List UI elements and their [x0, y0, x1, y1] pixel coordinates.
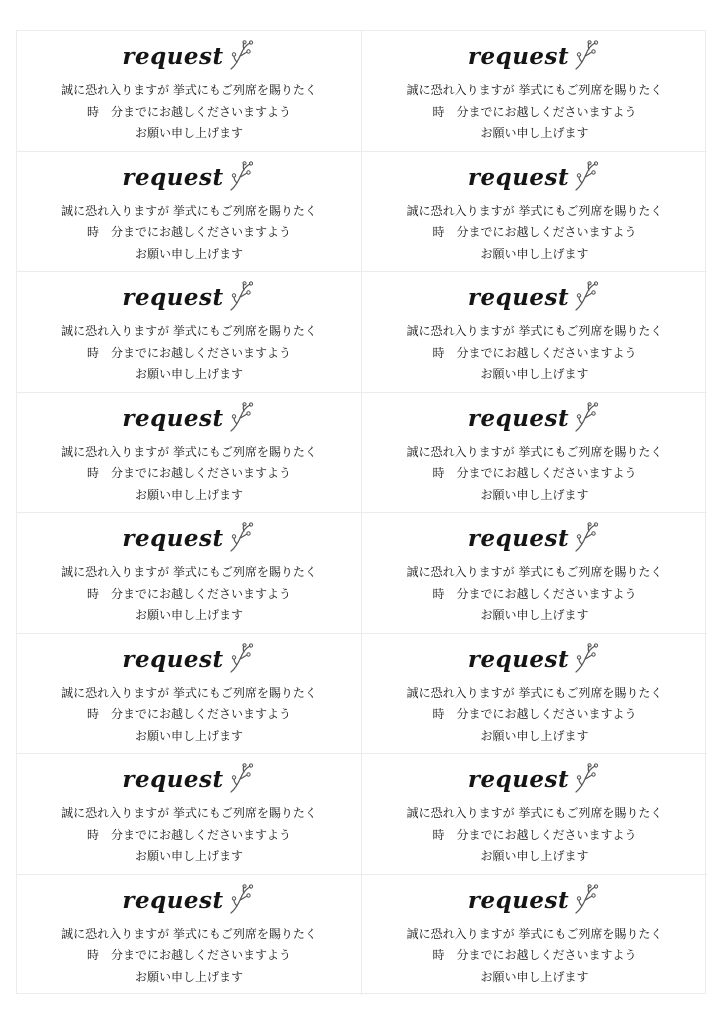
- message-line-3: お願い申し上げます: [134, 487, 243, 502]
- request-card: [17, 31, 362, 152]
- message-line-3: お願い申し上げます: [480, 126, 589, 140]
- message-line-1: 誠に恐れ入りますが 挙式にもご列席を賜りたく: [406, 685, 663, 700]
- sprig-icon: [571, 884, 601, 916]
- sprig-icon: [226, 281, 256, 313]
- request-card: [362, 875, 707, 996]
- message-line-2: 時 分までにお越しくださいますよう: [86, 225, 291, 239]
- card-title-row: [17, 162, 361, 194]
- message-line-3: お願い申し上げます: [480, 728, 589, 743]
- message-line-3: お願い申し上げます: [480, 246, 589, 261]
- message-line-1: 誠に恐れ入りますが 挙式にもご列席を賜りたく: [61, 444, 317, 459]
- sprig-icon: [571, 281, 601, 313]
- card-message: [362, 562, 707, 627]
- card-message: [17, 803, 361, 868]
- message-line-3: お願い申し上げます: [134, 126, 243, 140]
- message-line-1: 誠に恐れ入りますが 挙式にもご列席を賜りたく: [406, 565, 663, 579]
- card-title: request: [467, 43, 570, 70]
- request-card: [17, 393, 362, 514]
- card-message: [17, 562, 361, 627]
- card-title-row: [17, 644, 361, 676]
- card-title: request: [467, 525, 570, 552]
- card-message: [362, 924, 707, 989]
- card-title: request: [122, 163, 224, 191]
- message-line-1: 誠に恐れ入りますが 挙式にもご列席を賜りたく: [406, 444, 663, 459]
- message-line-1: 誠に恐れ入りますが 挙式にもご列席を賜りたく: [61, 685, 317, 700]
- sprig-icon: [571, 161, 601, 193]
- message-line-2: 時 分までにお越しくださいますよう: [432, 827, 637, 842]
- sprig-icon: [571, 763, 601, 795]
- card-message: [362, 683, 707, 748]
- message-line-3: お願い申し上げます: [480, 969, 589, 984]
- message-line-2: 時 分までにお越しくださいますよう: [86, 827, 291, 842]
- card-title: request: [467, 404, 570, 432]
- message-line-3: お願い申し上げます: [134, 849, 243, 863]
- message-line-3: お願い申し上げます: [480, 849, 589, 863]
- message-line-1: 誠に恐れ入りますが 挙式にもご列席を賜りたく: [61, 203, 317, 218]
- message-line-3: お願い申し上げます: [480, 487, 589, 502]
- request-card: [17, 754, 362, 875]
- request-card: [362, 393, 707, 514]
- card-message: [17, 924, 361, 989]
- request-card: [362, 513, 707, 634]
- message-line-2: 時 分までにお越しくださいますよう: [432, 345, 637, 360]
- card-title: request: [467, 645, 570, 673]
- card-title-row: [362, 41, 707, 73]
- card-title: request: [122, 645, 224, 673]
- message-line-1: 誠に恐れ入りますが 挙式にもご列席を賜りたく: [406, 926, 663, 941]
- message-line-2: 時 分までにお越しくださいますよう: [432, 466, 637, 480]
- message-line-2: 時 分までにお越しくださいますよう: [86, 104, 291, 119]
- message-line-1: 誠に恐れ入りますが 挙式にもご列席を賜りたく: [61, 806, 317, 820]
- request-card: [17, 875, 362, 996]
- message-line-2: 時 分までにお越しくださいますよう: [86, 466, 291, 480]
- card-title: request: [467, 886, 570, 914]
- card-title-row: [17, 885, 361, 917]
- message-line-1: 誠に恐れ入りますが 挙式にもご列席を賜りたく: [406, 203, 663, 218]
- card-message: [17, 321, 361, 386]
- sprig-icon: [571, 402, 601, 434]
- sprig-icon: [226, 161, 256, 193]
- card-title: request: [467, 163, 570, 191]
- message-line-2: 時 分までにお越しくださいますよう: [86, 586, 291, 601]
- card-message: [362, 321, 707, 386]
- card-message: [17, 683, 361, 748]
- card-message: [17, 201, 361, 266]
- message-line-2: 時 分までにお越しくださいますよう: [86, 707, 291, 721]
- card-message: [17, 442, 361, 507]
- sprig-icon: [226, 402, 256, 434]
- sprig-icon: [226, 763, 256, 795]
- card-title: request: [122, 404, 224, 432]
- sprig-icon: [226, 643, 256, 675]
- sprig-icon: [571, 40, 601, 72]
- message-line-2: 時 分までにお越しくださいますよう: [432, 104, 637, 119]
- message-line-3: お願い申し上げます: [134, 608, 243, 622]
- request-card: [17, 634, 362, 755]
- card-title-row: [17, 523, 361, 555]
- card-message: [362, 442, 707, 507]
- card-title-row: [362, 162, 707, 194]
- card-title-row: [17, 282, 361, 314]
- message-line-1: 誠に恐れ入りますが 挙式にもご列席を賜りたく: [61, 83, 317, 97]
- request-card: [17, 272, 362, 393]
- request-card: [17, 152, 362, 273]
- card-message: [362, 80, 707, 145]
- message-line-1: 誠に恐れ入りますが 挙式にもご列席を賜りたく: [61, 926, 317, 941]
- message-line-2: 時 分までにお越しくださいますよう: [432, 948, 637, 962]
- card-message: [17, 80, 361, 145]
- card-message: [362, 803, 707, 868]
- sprig-icon: [571, 643, 601, 675]
- sprig-icon: [226, 522, 256, 554]
- request-card: [362, 152, 707, 273]
- message-line-3: お願い申し上げます: [134, 246, 243, 261]
- message-line-2: 時 分までにお越しくださいますよう: [432, 225, 637, 239]
- card-title: request: [122, 525, 224, 552]
- message-line-3: お願い申し上げます: [134, 367, 243, 381]
- card-title-row: [17, 764, 361, 796]
- request-card: [362, 634, 707, 755]
- request-card: [362, 31, 707, 152]
- message-line-1: 誠に恐れ入りますが 挙式にもご列席を賜りたく: [61, 324, 317, 338]
- message-line-3: お願い申し上げます: [480, 367, 589, 381]
- message-line-1: 誠に恐れ入りますが 挙式にもご列席を賜りたく: [406, 83, 663, 97]
- card-sheet: [16, 30, 706, 994]
- request-card: [362, 272, 707, 393]
- card-title-row: [362, 885, 707, 917]
- message-line-1: 誠に恐れ入りますが 挙式にもご列席を賜りたく: [406, 806, 663, 820]
- card-title-row: [362, 403, 707, 435]
- message-line-3: お願い申し上げます: [134, 728, 243, 743]
- message-line-2: 時 分までにお越しくださいますよう: [432, 707, 637, 721]
- card-title-row: [17, 403, 361, 435]
- card-title: request: [467, 766, 570, 793]
- request-card: [17, 513, 362, 634]
- message-line-1: 誠に恐れ入りますが 挙式にもご列席を賜りたく: [61, 565, 317, 579]
- message-line-2: 時 分までにお越しくださいますよう: [432, 586, 637, 601]
- card-title: request: [122, 766, 224, 793]
- card-title: request: [122, 886, 224, 914]
- card-message: [362, 201, 707, 266]
- request-card: [362, 754, 707, 875]
- card-title-row: [362, 764, 707, 796]
- message-line-2: 時 分までにお越しくださいますよう: [86, 948, 291, 962]
- card-title-row: [362, 523, 707, 555]
- message-line-2: 時 分までにお越しくださいますよう: [86, 345, 291, 360]
- card-title-row: [17, 41, 361, 73]
- card-title-row: [362, 644, 707, 676]
- card-title: request: [467, 284, 570, 311]
- message-line-1: 誠に恐れ入りますが 挙式にもご列席を賜りたく: [406, 324, 663, 338]
- card-title: request: [122, 43, 224, 70]
- card-title: request: [122, 284, 224, 311]
- sprig-icon: [226, 40, 256, 72]
- sprig-icon: [571, 522, 601, 554]
- sprig-icon: [226, 884, 256, 916]
- card-title-row: [362, 282, 707, 314]
- message-line-3: お願い申し上げます: [480, 608, 589, 622]
- message-line-3: お願い申し上げます: [134, 969, 243, 984]
